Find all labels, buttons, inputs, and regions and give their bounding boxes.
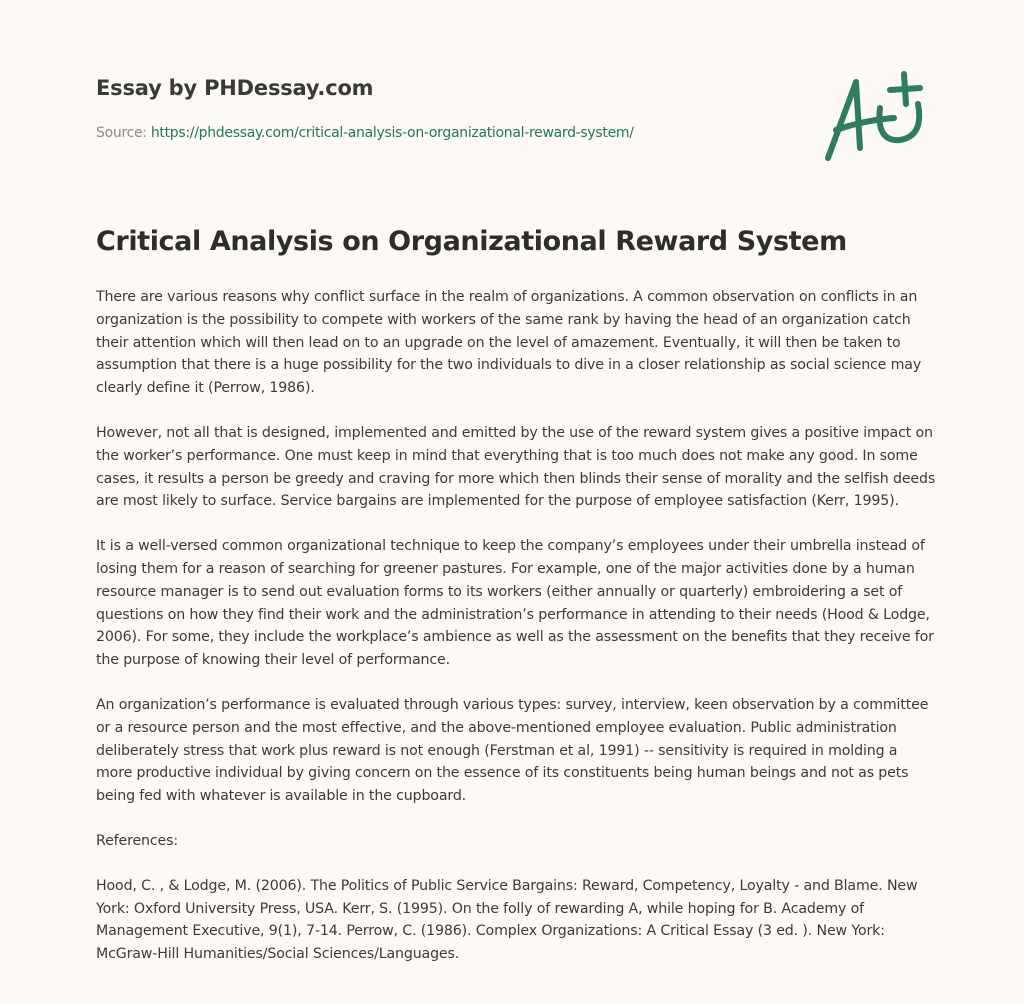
references-text: Hood, C. , & Lodge, M. (2006). The Politics of Public Service Bargains: Reward, Competency, Loyalty - and Blame. New York: Oxford University Press, USA. Kerr, S. (1995). On the folly of rewarding A, while hoping for B. Academy of Management Executive, 9(1), 7-14. Perrow, C. (1986). Complex Organizations: A Critical Essay (3 ed. ). New York: McGraw-Hill Humanities/Social Sciences/Languages. <box>96 877 918 963</box>
source-link[interactable]: https://phdessay.com/critical-analysis-on-organizational-reward-system/ <box>150 125 634 141</box>
source-line <box>96 125 634 141</box>
paragraph: There are various reasons why conflict surface in the realm of organizations. A common observation on conflicts in an organization is the possibility to compete with workers of the same rank by having the head of an organization catch their attention which will then lead on to an upgrade on the level of amazement. Eventually, it will then be taken to assumption that there is a huge possibility for the two individuals to dive in a closer relationship as social science may clearly define it (Perrow, 1986). <box>96 289 922 397</box>
paragraph: However, not all that is designed, implemented and emitted by the use of the reward system gives a positive impact on the worker’s performance. One must keep in mind that everything that is too much does not make any good. In some cases, it results a person be greedy and craving for more which then blinds their sense of morality and the selfish deeds are most likely to surface. Service bargains are implemented for the purpose of employee satisfaction (Kerr, 1995). <box>96 424 936 510</box>
article-body <box>96 286 936 988</box>
article-title: Critical Analysis on Organizational Reward System <box>96 226 847 257</box>
source-label: Source: <box>96 125 147 141</box>
references-heading: References: <box>96 832 178 849</box>
a-plus-logo-icon <box>820 68 930 164</box>
paragraph: An organization’s performance is evaluated through various types: survey, interview, keen observation by a committee or a resource person and the most effective, and the above-mentioned employee evaluation. Public administration deliberately stress that work plus reward is not enough (Ferstman et al, 1991) -- sensitivity is required in molding a more productive individual by giving concern on the essence of its constituents being human beings and not as pets being fed with whatever is available in the cupboard. <box>96 696 929 805</box>
site-title: Essay by PHDessay.com <box>96 76 374 100</box>
paragraph: It is a well-versed common organizational technique to keep the company’s employees under their umbrella instead of losing them for a reason of searching for greener pastures. For example, one of the major activities done by a human resource manager is to send out evaluation forms to its workers (either annually or quarterly) embroidering a set of questions on how they find their work and the administration’s performance in attending to their needs (Hood & Lodge, 2006). For some, they include the workplace’s ambience as well as the assessment on the benefits that they receive for the purpose of knowing their level of performance. <box>96 538 934 669</box>
